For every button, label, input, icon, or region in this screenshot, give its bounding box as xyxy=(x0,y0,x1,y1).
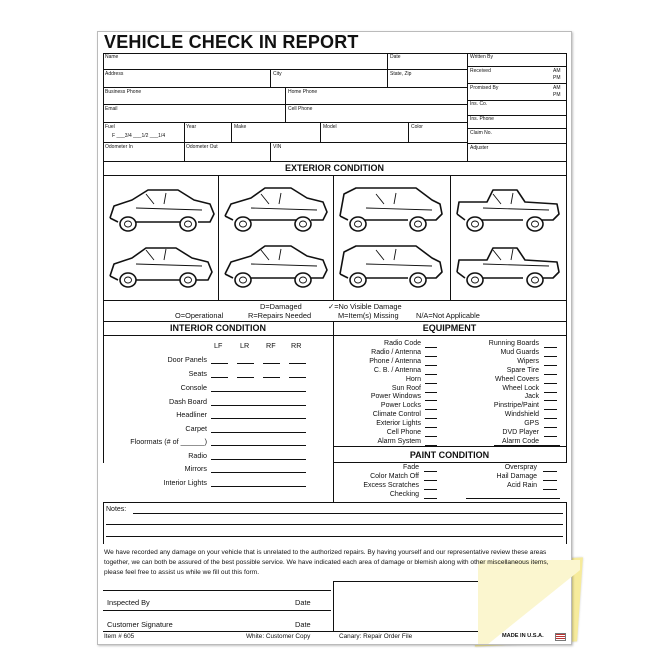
interior-entry-line[interactable] xyxy=(211,472,306,473)
equipment-item-label: Radio Code xyxy=(384,340,421,347)
equipment-item-label: Pinstripe/Paint xyxy=(493,402,539,409)
car-diagram[interactable] xyxy=(221,236,331,292)
col-lr: LR xyxy=(240,341,250,350)
footer-rule xyxy=(103,631,478,632)
interior-row-label: Interior Lights xyxy=(163,478,207,487)
right-rule-2 xyxy=(467,83,566,84)
equipment-checkbox-line[interactable] xyxy=(544,374,557,375)
header-top-rule xyxy=(103,53,566,54)
equipment-item-label: Jack xyxy=(524,393,539,400)
car-window-lines xyxy=(483,249,549,266)
fuel-scale[interactable]: F ___3/4 ___1/2 ___1/4 xyxy=(112,133,166,139)
interior-entry-line[interactable] xyxy=(211,445,306,446)
notes-line-3[interactable] xyxy=(106,536,563,537)
car-outline-icon xyxy=(221,180,331,236)
make-divider xyxy=(231,122,232,142)
equipment-checkbox-line[interactable] xyxy=(544,356,557,357)
model-divider xyxy=(320,122,321,142)
equipment-checkbox-line[interactable] xyxy=(544,436,557,437)
legend-items-missing: M=Item(s) Missing xyxy=(338,311,399,320)
car-window-lines xyxy=(251,249,317,266)
color-field[interactable]: Color xyxy=(411,124,423,130)
car-wheel xyxy=(120,217,136,231)
interior-entry-line[interactable] xyxy=(211,486,306,487)
item-number: Item # 605 xyxy=(104,633,135,640)
paint-heading: PAINT CONDITION xyxy=(409,450,490,460)
car-wheel xyxy=(467,273,483,287)
equipment-checkbox-line[interactable] xyxy=(544,347,557,348)
car-diagram[interactable] xyxy=(106,180,216,236)
city-divider xyxy=(270,69,271,87)
paint-item-label: Color Match Off xyxy=(370,473,419,480)
paint-checkbox-line[interactable] xyxy=(543,471,557,472)
date-field[interactable]: Date xyxy=(390,54,401,60)
equipment-checkbox-line[interactable] xyxy=(425,418,437,419)
equipment-item-label: DVD Player xyxy=(502,429,539,436)
vin-field[interactable]: VIN xyxy=(273,144,282,150)
equipment-checkbox-line[interactable] xyxy=(544,400,557,401)
car-diagram[interactable] xyxy=(453,180,563,236)
car-wheel xyxy=(410,273,426,287)
car-diagram[interactable] xyxy=(336,236,446,292)
car-body xyxy=(457,190,559,220)
equipment-item-label: Spare Tire xyxy=(506,367,539,374)
equipment-item-label: Exterior Lights xyxy=(376,420,421,427)
flag-icon xyxy=(555,633,566,641)
paint-checkbox-line[interactable] xyxy=(424,489,437,490)
car-window-lines xyxy=(251,193,317,210)
interior-row-label: Console xyxy=(180,383,207,392)
business-phone-field[interactable]: Business Phone xyxy=(105,89,142,95)
car-col-div-2 xyxy=(333,175,334,300)
customer-date-label[interactable]: Date xyxy=(295,620,311,629)
customer-signature-label[interactable]: Customer Signature xyxy=(107,620,173,629)
equipment-item-label: Power Windows xyxy=(370,393,421,400)
car-outline-icon xyxy=(221,236,331,292)
equipment-item-label: Wheel Covers xyxy=(495,376,539,383)
inspected-line-top xyxy=(103,590,331,591)
equipment-item-label: Windshield xyxy=(504,411,539,418)
interior-heading-rule xyxy=(103,335,566,336)
paint-checkbox-line[interactable] xyxy=(424,471,437,472)
car-window-lines xyxy=(136,193,202,210)
ins-phone-field[interactable]: Ins. Phone xyxy=(470,116,494,122)
equipment-item-label: Alarm Code xyxy=(502,438,539,445)
header-rule-4 xyxy=(103,122,467,123)
car-outline-icon xyxy=(453,180,563,236)
header-rule-5 xyxy=(103,142,467,143)
interior-row-label: Headliner xyxy=(176,410,207,419)
received-pm[interactable]: PM xyxy=(553,75,561,81)
interior-checkbox-line[interactable] xyxy=(289,377,306,378)
equipment-checkbox-line[interactable] xyxy=(544,383,557,384)
car-window-lines xyxy=(483,193,549,210)
cell-phone-field[interactable]: Cell Phone xyxy=(288,106,313,112)
received-am[interactable]: AM xyxy=(553,68,561,74)
car-wheel xyxy=(350,273,366,287)
interior-checkbox-line[interactable] xyxy=(211,377,228,378)
email-field[interactable]: Email xyxy=(105,106,118,112)
interior-row-label: Door Panels xyxy=(167,355,207,364)
name-field[interactable]: Name xyxy=(105,54,119,60)
equipment-item-label: Radio / Antenna xyxy=(371,349,421,356)
car-wheel xyxy=(467,217,483,231)
car-wheel xyxy=(527,273,543,287)
interior-row-label: Floormats (# of ______) xyxy=(130,437,207,446)
canary-copy-label: Canary: Repair Order File xyxy=(339,633,413,640)
odometer-out-field[interactable]: Odometer Out xyxy=(186,144,218,150)
interior-checkbox-line[interactable] xyxy=(289,363,306,364)
interior-row-label: Radio xyxy=(188,451,207,460)
equipment-checkbox-line[interactable] xyxy=(425,365,437,366)
car-wheel xyxy=(180,273,196,287)
equipment-item-label: Wheel Lock xyxy=(502,385,539,392)
signature-box-top xyxy=(333,581,478,582)
notes-right-border xyxy=(566,502,567,544)
equipment-checkbox-line[interactable] xyxy=(544,409,557,410)
exterior-heading: EXTERIOR CONDITION xyxy=(284,163,384,173)
notes-left-border xyxy=(103,502,104,544)
legend-damaged: D=Damaged xyxy=(260,302,302,311)
equipment-heading: EQUIPMENT xyxy=(422,323,477,333)
car-body xyxy=(340,188,442,220)
paint-item-label: Hail Damage xyxy=(496,473,537,480)
promised-pm[interactable]: PM xyxy=(553,92,561,98)
equipment-item-label: Climate Control xyxy=(372,411,421,418)
car-wheel xyxy=(295,217,311,231)
interior-entry-line[interactable] xyxy=(211,459,306,460)
fuel-field[interactable]: Fuel xyxy=(105,124,115,130)
car-wheel xyxy=(180,217,196,231)
claim-no-field[interactable]: Claim No. xyxy=(470,130,492,136)
right-rule-5 xyxy=(467,128,566,129)
interior-heading: INTERIOR CONDITION xyxy=(170,323,266,333)
paint-checkbox-line[interactable] xyxy=(424,480,437,481)
equipment-item-label: Power Locks xyxy=(380,402,421,409)
paint-item-label: Acid Rain xyxy=(507,482,537,489)
equipment-checkbox-line[interactable] xyxy=(425,392,437,393)
equipment-checkbox-line[interactable] xyxy=(425,436,437,437)
interior-entry-line[interactable] xyxy=(211,432,306,433)
equipment-item-label: Wipers xyxy=(517,358,539,365)
promised-by-field[interactable]: Promised By xyxy=(470,85,499,91)
legend-repairs-needed: R=Repairs Needed xyxy=(248,311,312,320)
equipment-checkbox-line[interactable] xyxy=(425,374,437,375)
paint-bottom-line[interactable] xyxy=(466,498,560,499)
model-field[interactable]: Model xyxy=(323,124,337,130)
car-window-lines xyxy=(366,193,432,210)
car-wheel xyxy=(527,217,543,231)
exterior-bottom-rule xyxy=(103,300,566,301)
paint-item-label: Fade xyxy=(403,464,419,471)
right-rule-6 xyxy=(467,143,566,144)
legend-operational: O=Operational xyxy=(175,311,224,320)
equipment-item-label: Sun Roof xyxy=(391,385,421,392)
exterior-heading-rule xyxy=(103,175,566,176)
disclaimer-text: We have recorded any damage on your vehicle that is unrelated to the authorized repairs. By having yourself and our representative review these areas together, we can both be assured of the best possible service. We have indicated each area of damage or blemish along with other miscellaneous items, please feel free to assist us while we fill out this form. xyxy=(104,549,549,576)
legend-bottom-rule xyxy=(103,321,566,322)
car-wheel xyxy=(235,273,251,287)
notes-top-rule xyxy=(103,502,566,503)
paint-item-label: Checking xyxy=(389,491,419,498)
equipment-checkbox-line[interactable] xyxy=(425,409,437,410)
interior-row-label: Seats xyxy=(188,369,207,378)
car-body xyxy=(225,188,327,220)
equipment-checkbox-line[interactable] xyxy=(425,347,437,348)
paint-checkbox-line[interactable] xyxy=(543,489,557,490)
equipment-item-label: Alarm System xyxy=(377,438,421,445)
signature-box-left xyxy=(333,581,334,631)
phone-divider xyxy=(285,87,286,122)
car-col-div-1 xyxy=(218,175,219,300)
form-right-border xyxy=(566,53,567,463)
car-wheel xyxy=(350,217,366,231)
car-wheel xyxy=(410,217,426,231)
interior-row-label: Carpet xyxy=(185,424,207,433)
legend-no-visible-damage: ✓=No Visible Damage xyxy=(328,302,402,311)
col-rf: RF xyxy=(266,341,276,350)
car-wheel xyxy=(120,273,136,287)
interior-checkbox-line[interactable] xyxy=(211,363,228,364)
made-in-usa: MADE IN U.S.A. xyxy=(502,633,544,639)
interior-checkbox-line[interactable] xyxy=(263,377,280,378)
interior-entry-line[interactable] xyxy=(211,418,306,419)
date-divider xyxy=(387,53,388,87)
interior-row-label: Mirrors xyxy=(184,464,207,473)
equipment-item-label: C. B. / Antenna xyxy=(373,367,421,374)
car-outline-icon xyxy=(336,180,446,236)
equipment-item-label: Running Boards xyxy=(488,340,539,347)
equipment-checkbox-line[interactable] xyxy=(544,427,557,428)
equipment-item-label: Mud Guards xyxy=(500,349,539,356)
home-phone-field[interactable]: Home Phone xyxy=(288,89,318,95)
year-divider xyxy=(184,122,185,161)
odometer-in-field[interactable]: Odometer In xyxy=(105,144,133,150)
promised-am[interactable]: AM xyxy=(553,85,561,91)
state-zip-field[interactable]: State, Zip xyxy=(390,71,412,77)
col-rr: RR xyxy=(291,341,302,350)
form-title: VEHICLE CHECK IN REPORT xyxy=(104,32,359,52)
header-rule-6 xyxy=(103,161,566,162)
paint-heading-rule xyxy=(333,462,566,463)
inspected-date-label[interactable]: Date xyxy=(295,598,311,607)
car-outline-icon xyxy=(336,236,446,292)
car-outline-icon xyxy=(106,236,216,292)
inspected-by-label[interactable]: Inspected By xyxy=(107,598,150,607)
notes-line-2[interactable] xyxy=(106,524,563,525)
city-field[interactable]: City xyxy=(273,71,282,77)
equipment-item-label: Cell Phone xyxy=(386,429,421,436)
equipment-checkbox-line[interactable] xyxy=(544,392,557,393)
make-field[interactable]: Make xyxy=(234,124,247,130)
address-field[interactable]: Address xyxy=(105,71,124,77)
paint-top-rule xyxy=(333,446,566,447)
equipment-checkbox-line[interactable] xyxy=(425,383,437,384)
equipment-item-label: Phone / Antenna xyxy=(369,358,421,365)
interior-checkbox-line[interactable] xyxy=(263,363,280,364)
equipment-checkbox-line[interactable] xyxy=(544,365,557,366)
car-diagram[interactable] xyxy=(453,236,563,292)
paint-item-label: Overspray xyxy=(504,464,537,471)
interior-row-label: Dash Board xyxy=(169,397,207,406)
header-right-divider xyxy=(467,53,468,161)
car-diagram[interactable] xyxy=(106,236,216,292)
year-field[interactable]: Year xyxy=(186,124,197,130)
car-outline-icon xyxy=(106,180,216,236)
interior-checkbox-line[interactable] xyxy=(237,363,254,364)
notes-label: Notes: xyxy=(106,506,127,513)
notes-line-1[interactable] xyxy=(133,513,563,514)
equipment-item-label: Horn xyxy=(405,376,421,383)
ins-co-field[interactable]: Ins. Co. xyxy=(470,101,488,107)
vin-divider xyxy=(270,142,271,161)
paint-checkbox-line[interactable] xyxy=(543,480,557,481)
legend-not-applicable: N/A=Not Applicable xyxy=(416,311,480,320)
car-wheel xyxy=(295,273,311,287)
received-field[interactable]: Received xyxy=(470,68,491,74)
header-rule-1 xyxy=(103,69,467,70)
col-lf: LF xyxy=(214,341,223,350)
inspected-line-bottom xyxy=(103,610,331,611)
form-left-border xyxy=(103,53,104,463)
color-divider xyxy=(408,122,409,142)
interior-entry-line[interactable] xyxy=(211,391,306,392)
equipment-item-label: GPS xyxy=(524,420,539,427)
equipment-checkbox-line[interactable] xyxy=(544,418,557,419)
paint-checkbox-line[interactable] xyxy=(424,498,437,499)
equipment-checkbox-line[interactable] xyxy=(425,400,437,401)
interior-checkbox-line[interactable] xyxy=(237,377,254,378)
written-by-field[interactable]: Written By xyxy=(470,54,493,60)
adjuster-field[interactable]: Adjuster xyxy=(470,145,489,151)
equipment-checkbox-line[interactable] xyxy=(425,356,437,357)
car-diagram[interactable] xyxy=(221,180,331,236)
right-rule-1 xyxy=(467,66,566,67)
equipment-checkbox-line[interactable] xyxy=(425,427,437,428)
car-outline-icon xyxy=(453,236,563,292)
interior-equipment-divider xyxy=(333,321,334,502)
car-col-div-3 xyxy=(450,175,451,300)
car-wheel xyxy=(235,217,251,231)
paint-item-label: Excess Scratches xyxy=(363,482,419,489)
interior-entry-line[interactable] xyxy=(211,405,306,406)
white-copy-label: White: Customer Copy xyxy=(246,633,311,640)
car-diagram[interactable] xyxy=(336,180,446,236)
